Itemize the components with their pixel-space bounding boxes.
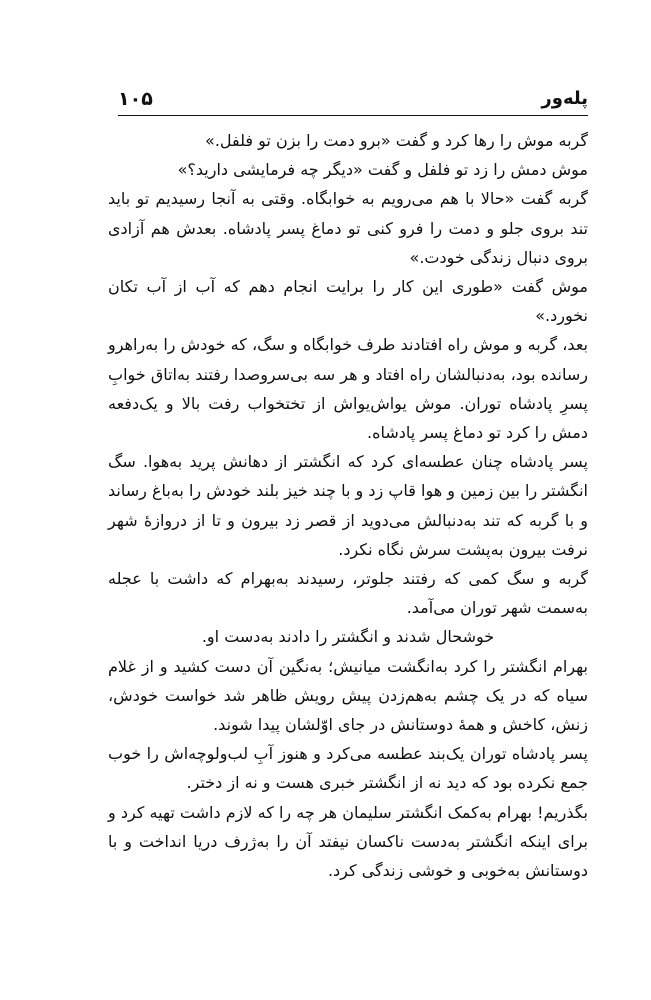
running-head [118,84,588,114]
paragraph-7: گربه و سگ کمی که رفتند جلوتر، رسیدند به‌بهرام که داشت با عجله به‌سمت شهر توران می‌آمد. [108,569,588,618]
story-text [108,126,588,885]
paragraph-8: خوشحال شدند و انگشتر را دادند به‌دست او. [201,627,495,647]
paragraph-11: بگذریم! بهرام به‌کمک انگشتر سلیمان هر چه را که لازم داشت تهیه کرد و برای اینکه انگشتر به‌دست ناکسان نیفتد آن را به‌ژرف دریا انداخت و با دوستانش به‌خوبی و خوشی زندگی کرد. [108,802,588,881]
paragraph-9: بهرام انگشتر را کرد به‌انگشت میانیش؛ به‌نگین آن دست کشید و از غلام سیاه که در یک چشم به‌هم‌زدن پیش رویش ظاهر شد خواست خودش، زنش، کاخش و همهٔ دوستانش در جای اوّلشان پیدا شوند. [108,656,588,735]
paragraph-10: پسر پادشاه توران یک‌بند عطسه می‌کرد و هنوز آبِ لب‌ولوچه‌اش را خوب جمع نکرده بود که دید نه از انگشتر خبری هست و نه از دختر. [108,744,588,793]
paragraph-5: بعد، گربه و موش راه افتادند طرف خوابگاه و سگ، که خودش را به‌راهرو رسانده بود، به‌دنبالشان راه افتاد و هر سه بی‌سروصدا رفتند به‌اتاق خوابِ پسرِ پادشاه توران. موش یواش‌یواش از تختخواب رفت بالا و یک‌دفعه دمش را کرد تو دماغ پسر پادشاه. [108,335,588,443]
book-title: پله‌ور [541,88,588,109]
paragraph-2: موش دمش را زد تو فلفل و گفت «دیگر چه فرمایشی دارید؟» [177,160,588,180]
paragraph-6: پسر پادشاه چنان عطسه‌ای کرد که انگشتر از دهانش پرید به‌هوا. سگ انگشتر را بین زمین و هوا قاپ زد و با چند خیز بلند خودش را به‌باغ رساند و با گربه که تند به‌دنبالش می‌دوید از قصر زد بیرون و تا از دروازهٔ شهر نرفت بیرون به‌پشت سرش نگاه نکرد. [108,452,588,559]
page-number: ۱۰۵ [118,88,153,110]
header-rule [118,115,588,116]
paragraph-1: گربه موش را رها کرد و گفت «برو دمت را بزن تو فلفل.» [205,131,588,150]
paragraph-3: گربه گفت «حالا با هم می‌رویم به خوابگاه. وقتی به آنجا رسیدیم تو باید تند بروی جلو و دمت را فرو کنی تو دماغ پسر پادشاه. بعدش هم آزادی بروی دنبال زندگی خودت.» [108,189,588,267]
paragraph-4: موش گفت «طوری این کار را برایت انجام دهم که آب از آب تکان نخورد.» [108,277,588,326]
